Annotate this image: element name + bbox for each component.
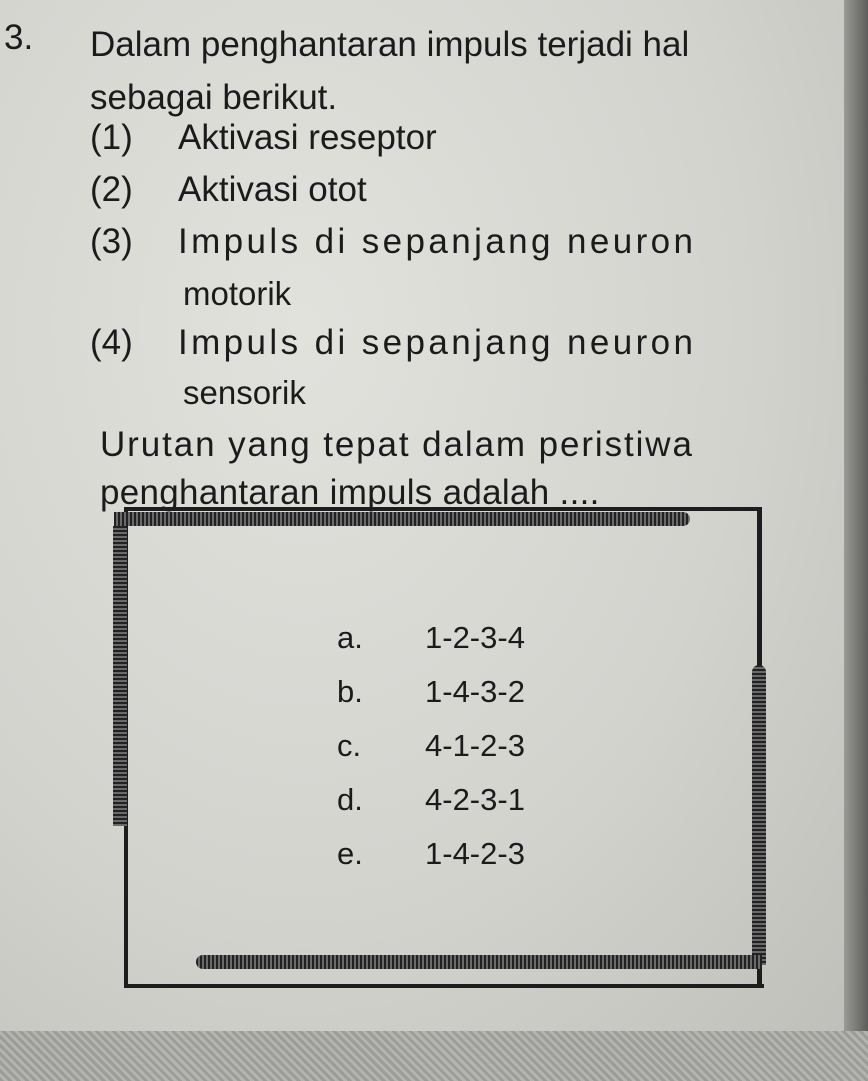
list-item-4-continuation: sensorik: [183, 374, 306, 411]
box-hatch-border-bottom: [196, 955, 762, 969]
option-letter: a.: [337, 620, 363, 655]
option-value: 4-1-2-3: [425, 728, 525, 763]
list-item-2: [90, 170, 367, 210]
list-item-1: [90, 118, 437, 158]
item-text: Aktivasi otot: [178, 170, 367, 209]
item-text: Impuls di sepanjang neuron: [178, 222, 697, 261]
option-value: 1-2-3-4: [425, 620, 525, 655]
option-value: 1-4-3-2: [425, 674, 525, 709]
box-hatch-border-left: [113, 526, 127, 826]
page-spine-shadow: [844, 0, 868, 1081]
option-value: 4-2-3-1: [425, 782, 525, 817]
option-b[interactable]: [337, 674, 525, 710]
option-letter: b.: [337, 674, 363, 709]
prompt-line: penghantaran impuls adalah ....: [100, 473, 600, 512]
answer-box-bottom-border: [124, 984, 764, 988]
option-letter: c.: [337, 728, 362, 763]
box-hatch-border-right: [752, 665, 766, 965]
option-letter: d.: [337, 782, 363, 817]
question-number: 3.: [4, 18, 34, 57]
question-stem: [90, 18, 689, 124]
list-item-4: [90, 323, 696, 363]
item-number: (4): [90, 323, 133, 362]
box-hatch-border-top: [114, 512, 690, 526]
option-letter: e.: [337, 836, 363, 871]
list-item-3-continuation: motorik: [183, 275, 292, 312]
option-c[interactable]: [337, 728, 525, 764]
page-bottom-edge: [0, 1031, 868, 1081]
item-text: Aktivasi reseptor: [178, 118, 437, 157]
option-e[interactable]: [337, 836, 525, 872]
option-value: 1-4-2-3: [425, 836, 525, 871]
item-number: (1): [90, 118, 133, 157]
prompt-line: Urutan yang tepat dalam peristiwa: [100, 425, 694, 464]
stem-line: Dalam penghantaran impuls terjadi hal: [90, 25, 690, 64]
option-a[interactable]: [337, 620, 525, 656]
item-text: Impuls di sepanjang neuron: [178, 323, 697, 362]
item-number: (3): [90, 222, 133, 261]
list-item-3: [90, 222, 696, 262]
item-number: (2): [90, 170, 133, 209]
stem-line: sebagai berikut.: [90, 78, 338, 117]
option-d[interactable]: [337, 782, 525, 818]
